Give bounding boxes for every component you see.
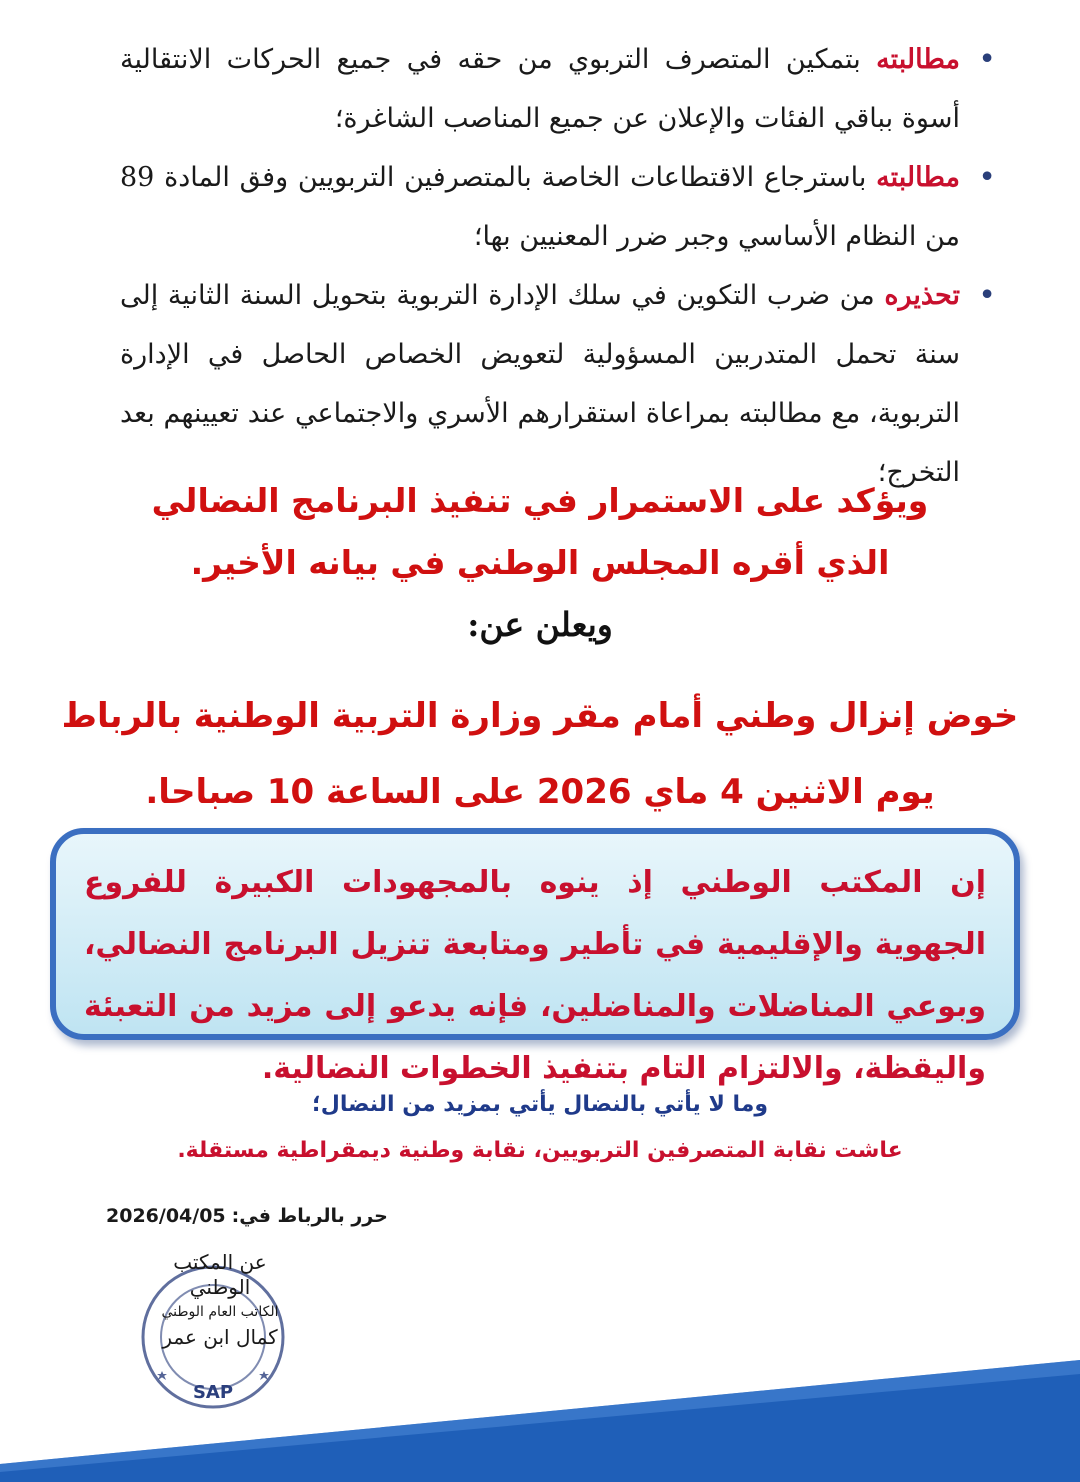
event-announcement (0, 678, 1080, 830)
affirmation-heading (0, 470, 1080, 594)
stamp-text: SAP (192, 1382, 234, 1403)
callout-box: إن المكتب الوطني إذ ينوه بالمجهودات الكبيرة للفروع الجهوية والإقليمية في تأطير ومتابعة تنزيل البرنامج النضالي، وبوعي المناضلات والمناضلين، فإنه يدعو إلى مزيد من التعبئة واليقظة، والالتزام التام بتنفيذ الخطوات النضالية. (50, 828, 1020, 1040)
event-line-1: خوض إنزال وطني أمام مقر وزارة التربية الوطنية بالرباط (61, 696, 1019, 736)
list-item (120, 266, 960, 502)
announce-heading: ويعلن عن: (467, 605, 613, 644)
affirmation-line-2: الذي أقره المجلس الوطني في بيانه الأخير. (190, 543, 890, 582)
event-line-2: يوم الاثنين 4 ماي 2026 على الساعة 10 صباحا. (145, 772, 935, 812)
bullet-keyword: تحذيره (884, 280, 960, 311)
bullet-keyword: مطالبته (876, 44, 960, 75)
date-line (100, 1205, 388, 1227)
demands-list (120, 30, 960, 502)
signature-name: كمال ابن عمر (162, 1325, 278, 1349)
bullet-text: باسترجاع الاقتطاعات الخاصة بالمتصرفين التربويين وفق المادة 89 من النظام الأساسي وجبر ضرر المعنيين بها؛ (120, 162, 960, 252)
signature-title: الكاتب العام الوطني (161, 1304, 279, 1320)
signature-from: عن المكتب الوطني (173, 1250, 267, 1299)
bullet-keyword: مطالبته (876, 162, 960, 193)
list-item (120, 148, 960, 266)
affirmation-line-1: ويؤكد على الاستمرار في تنفيذ البرنامج النضالي (151, 481, 929, 520)
date-label: حرر بالرباط في: (231, 1205, 388, 1227)
closing-long-live: عاشت نقابة المتصرفين التربويين، نقابة وطنية ديمقراطية مستقلة. (177, 1138, 903, 1163)
footer-band (0, 1360, 1080, 1482)
closing-motto: وما لا يأتي بالنضال يأتي بمزيد من النضال؛ (311, 1092, 769, 1117)
list-item (120, 30, 960, 148)
bullet-text: بتمكين المتصرف التربوي من حقه في جميع الحركات الانتقالية أسوة بباقي الفئات والإعلان عن جميع المناصب الشاغرة؛ (120, 44, 960, 134)
date-value: 2026/04/05 (106, 1205, 226, 1227)
bullet-text: من ضرب التكوين في سلك الإدارة التربوية بتحويل السنة الثانية إلى سنة تحمل المتدربين المسؤولية لتعويض الخصاص الحاصل في الإدارة التربوية، مع مطالبته بمراعاة استقرارهم الأسري والاجتماعي عند تعيينهم بعد التخرج؛ (120, 280, 960, 488)
signature-block (140, 1250, 300, 1350)
